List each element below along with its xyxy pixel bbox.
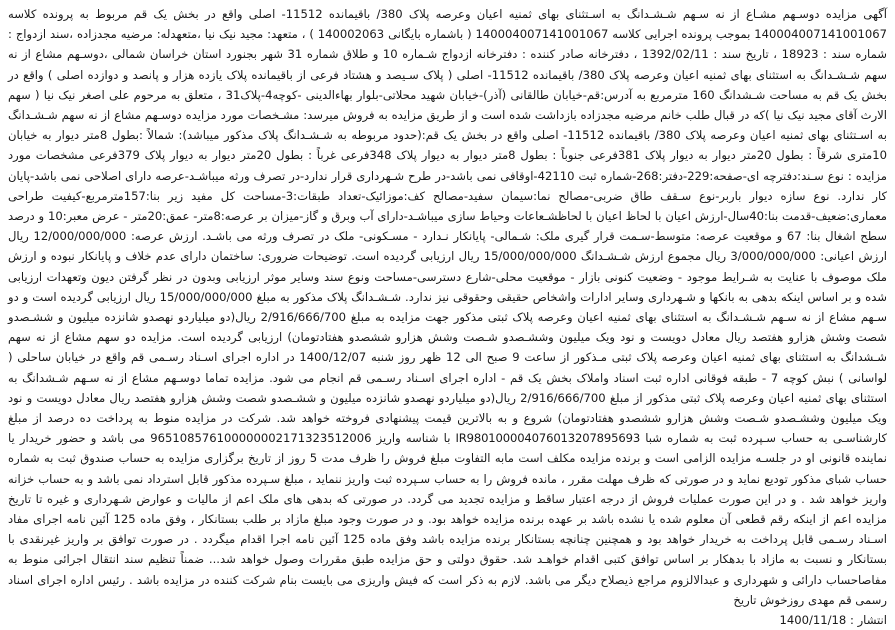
publication-date: انتشار : 1400/11/18 bbox=[779, 613, 887, 628]
auction-notice-text: آگهی مزایده دوسـهم مشـاع از نه سـهم شـشـدانگ به اسـتثنای بهای ثمنیه اعیان وعرصه پلاک 380/ باقیمانده 11512- اصلی واقع در بخش یک قم مربوط به پرونده کلاسه 140004007141001067 بموجب پرونده اجرایی کلاسه 140004007141001067 ( باشماره بایگانی 140002063 ) ، متعهد: مجید نیک نیا ،متعهدله: مرضیه مجدزاده ،سند ازدواج : شماره سند : 18923 ، تاریخ سند : 1392/02/11 ، دفترخانه صادر کننده : دفترخانه ازدواج شـماره 10 و طلاق شماره 31 شهر بجنورد استان خراسان شمالی ،دوسـهم مشاع از نه سهم شـشـدانگ به استثنای بهای ثمنیه اعیان وعرصه پلاک 380/ باقیمانده 11512- اصلی ( پلاک سـیصد و هشتاد فرعی از باقیمانده پلاک یازده هزار و پانصد و دوازده اصلی ) واقع در بخش یک قم به مساحت شـشدانگ 160 مترمربع به آدرس:قم-خیابان طالقانی (آذر)-خیابان شهید محلاتی-بلوار بهاءالدینی -کوچه4-پلاک31 ، متعلق به مرحوم علی اصغر نیک نیا ( سهم الارث آقای مجید نیک نیا )که در قبال طلب خانم مرضیه مجدزاده بازداشت شده است و از طریق مزایده به فروش میرسد: مشـخصات مورد مزایده دوسـهم مشاع از نه سهم شـشـدانگ به اسـتثنای بهای ثمنیه اعیان وعرصه پلاک 380/ باقیمانده 11512- اصلی واقع در بخش یک قم:(حدود مربوطه به شـشـدانگ پلاک مذکور میباشد): شمالاً :بطول 8متر دیوار به خیابان 10متری شرقاً : بطول 20متر دیوار به دیوار پلاک 381فرعی جنوباً : بطول 8متر دیوار به دیوار پلاک 348فرعی غرباً : بطول 20متر دیوار به دیوار پلاک 379فرعی مشخصات مورد مزایده : نوع سـند:دفترچه ای-صفحه:229-دفتر:268-شماره ثبت 42110-اوقافی نمی باشد-در طرح شـهرداری قرار ندارد-در تصرف ورثه میباشـد-عرصه دارای اصلاحی نمی باشد-پایان کار ندارد. نوع سازه دیوار باربر-نوع سـقف طاق ضربی-مصالح نما:سیمان سفید-مصالح کف:موزائیک-تعداد طبقات:3-مساحت کل مفید زیر بنا:157مترمربع-کیفیت طراحی معماری:ضعیف-قدمت بنا:40سال-ارزش اعیان با لحاظ اعیان با لحاظشـعاعات وحیاط سازی میباشـد-دارای آب وبرق و گاز-میزان بر عرصه:8متر- عمق:20متر - عرض معبر:10 و درصد سطح اشغال بنا: 67 و موقعیت عرصه: متوسط-سـمت قرار گیری ملک: شـمالی- پایانکار نـدارد - مسـکونی- ملک در تصرف ورثه می باشـد. ارزش عرصه: 12/000/000/000 ریال ارزش اعیانی: 3/000/000/000 ریال مجموع ارزش شـشـدانگ 15/000/000/000 ریال ارزیابی گردیده است. توضیحات ضروری: ساختمان دارای عدم خلاف و پایانکار نبوده و ارزش ملک موصوف با عنایت به شـرایط موجود - وضعیت کنونی بازار - موقعیت محلی-شارع دسترسی-مساحت ونوع سند وسایر موثر ارزیابی وبدون در نظر گرفتن دیون وتعهدات ارزیابی شده و بر اساس اینکه بدهی به بانکها و شـهرداری وسایر ادارات واشخاص حقیقی وحقوقی نیز ندارد. شـشـدانگ پلاک مذکور به مبلغ 15/000/000/000 ریال ارزیابی گردیده است و دو سـهم مشاع از نه سـهم شـشـدانگ به استثنای بهای ثمنیه اعیان وعرصه پلاک ثبتی مذکور جهت مزایده به مبلغ 2/916/666/700 ریال(دو میلیاردو نهصدو شانزده میلیون و ششـصدو شصت وشش هزارو هفتصد ریال معادل دویست و نود ویک میلیون وششـصدو شـصت وشش هزارو ششصدو هفتادتومان) ارزیابی گردیده است. مزایده دو سهم مشاع از نه سهم شـشدانگ به استثنای بهای ثمنیه اعیان وعرصه پلاک ثبتی مـذکور از ساعت 9 صبح الی 12 ظهر روز شنبه 1400/12/07 در اداره اجرای اسـناد رسـمی قم واقع در خیابان ساحلی ( لواسانی ) نبش کوچه 7 - طبقه فوقانی اداره ثبت اسناد واملاک بخش یک قم - اداره اجرای اسـناد رسـمی قم انجام می شود. مزایده تماما دوسـهم مشاع از نه سـهم شـشدانگ به استثنای بهای ثمنیه اعیان وعرصه پلاک ثبتی مذکور از مبلغ 2/916/666/700 ریال(دو میلیاردو نهصدو شانزده میلیون و ششـصدو شصت وشش هزارو هفتصد ریال معادل دویست و نود ویک میلیون وششـصدو شـصت وشش هزارو ششصدو هفتادتومان) شروع و به بالاترین قیمت پیشنهادی فروخته خواهد شد. شرکت در مزایده منوط به پرداخت ده درصد از مبلغ کارشناسـی به حساب سـپرده ثبت به شماره شبا IR980100004076013207895693 با شناسه واریز 965108576100000002171323512006 می باشد و حضور خریدار یا نماینده قانونی او در جلسـه مزایده الزامی است و برنده مزایده مکلف است مابه التفاوت مبلغ فروش را ظرف مدت 5 روز از تاریخ برگزاری مزایده به حساب صندوق ثبت به شماره حساب شبای مذکور تودیع نماید و در صورتی که ظرف مهلت مقرر ، مانده فروش را به حساب سـپرده ثبت واریز ننماید ، مبلغ سـپرده مذکور قابل استرداد نمی باشد و به حساب خزانه واریز خواهد شد . و در این صورت عملیات فروش از درجه اعتبار ساقط و مزایده تجدید می گردد. در صورتی که بدهی های ملک اعم از مالیات و عوارض شـهرداری و غیره تا تاریخ مزایده اعم از اینکه رقم قطعی آن معلوم شده یا نشده باشد بر عهده برنده مزایده خواهد بود. و در صورت وجود مبلغ مازاد بر طلب بستانکار ، وفق ماده 125 آئین نامه اجرای مفاد اسـناد رسـمی قابل پرداخت به خریدار خواهد بود و همچنین چنانچه بستانکار برنده مزایده باشد وفق ماده 125 آئین نامه اجرا اقدام میگردد . در صورت توافق بر واریز غیرنقدی با بستانکار و نسبت به مازاد با بدهکار بر اساس توافق کتبی اقدام خواهـد شد. حقوق دولتی و حق مزایده طبق مقررات وصول خواهد شد... ضمناً تنظیم سند انتقال اجرائی منوط به مفاصاحساب دارائی و شهرداری و عبدالالزوم مراجع ذیصلاح دیگر می باشد. لازم به ذکر است که فیش واریزی می بایست بنام شرکت کننده در مزایده باشد . رئیس اداره اجرای اسناد رسمی قم مهدی روزخوش تاریخ bbox=[8, 7, 888, 607]
